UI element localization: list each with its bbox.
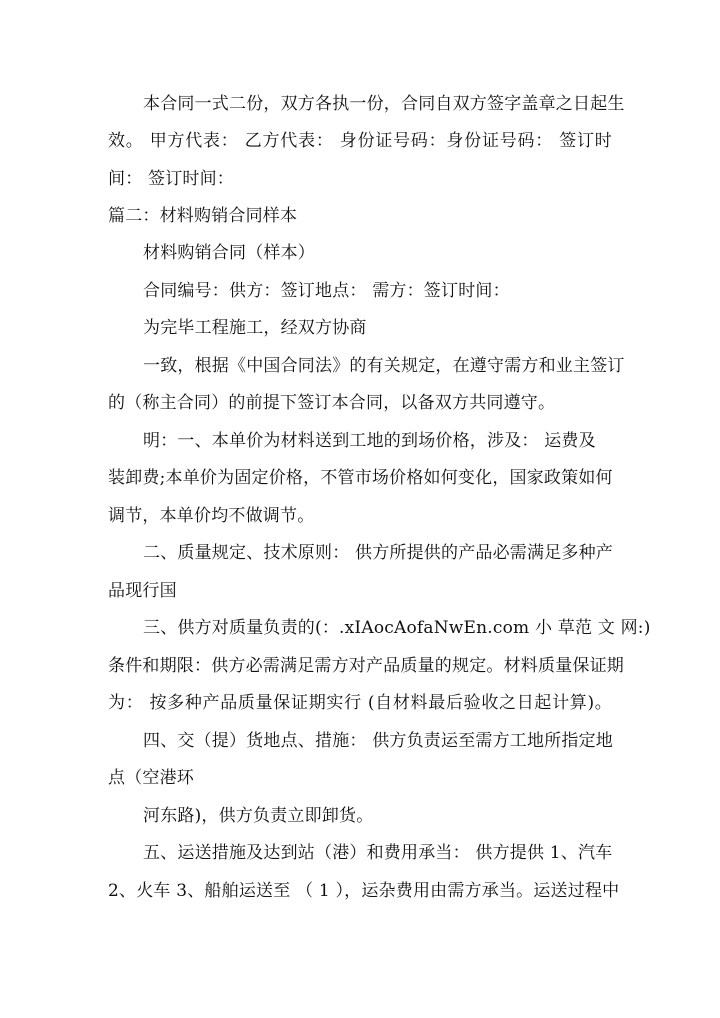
text-line-9: 的（称主合同）的前提下签订本合同，以备双方共同遵守。 [108,393,556,413]
text-line-18: 四、交（提）货地点、措施： 供方负责运至需方工地所指定地 [143,731,614,751]
text-line-21: 五、运送措施及达到站（港）和费用承当： 供方提供 1、汽车 [143,843,613,863]
text-line-3: 间： 签订时间： [108,169,235,189]
text-line-12: 调节，本单价均不做调节。 [108,506,315,526]
text-line-8: 一致，根据《中国合同法》的有关规定，在遵守需方和业主签订 [143,356,625,376]
text-line-7: 为完毕工程施工，经双方协商 [143,318,367,338]
text-line-13: 二、质量规定、技术原则： 供方所提供的产品必需满足多种产 [143,543,614,563]
text-line-19: 点（空港环 [108,768,194,788]
contract-title: 材料购销合同（样本） [143,243,315,263]
text-line-11: 装卸费;本单价为固定价格，不管市场价格如何变化，国家政策如何 [108,468,613,488]
text-line-10: 明：一、本单价为材料送到工地的到场价格，涉及： 运费及 [143,431,596,451]
text-line-17: 为： 按多种产品质量保证期实行 (自材料最后验收之日起计算)。 [108,693,612,713]
text-line-2: 效。 甲方代表： 乙方代表： 身份证号码：身份证号码： 签订时 [108,131,612,151]
text-line-1: 本合同一式二份，双方各执一份，合同自双方签字盖章之日起生 [143,94,625,114]
text-line-15: 三、供方对质量负责的(：.xIAocAofaNwEn.com 小 草范 文 网:) [143,618,651,638]
text-line-6: 合同编号：供方：签订地点： 需方：签订时间： [143,281,510,301]
text-line-16: 条件和期限：供方必需满足需方对产品质量的规定。材料质量保证期 [108,656,624,676]
text-line-14: 品现行国 [108,581,177,601]
section-heading: 篇二：材料购销合同样本 [108,206,298,226]
text-line-22: 2、火车 3、船舶运送至 （ 1 ），运杂费用由需方承当。运送过程中 [108,881,620,901]
text-line-20: 河东路)，供方负责立即卸货。 [143,806,374,826]
